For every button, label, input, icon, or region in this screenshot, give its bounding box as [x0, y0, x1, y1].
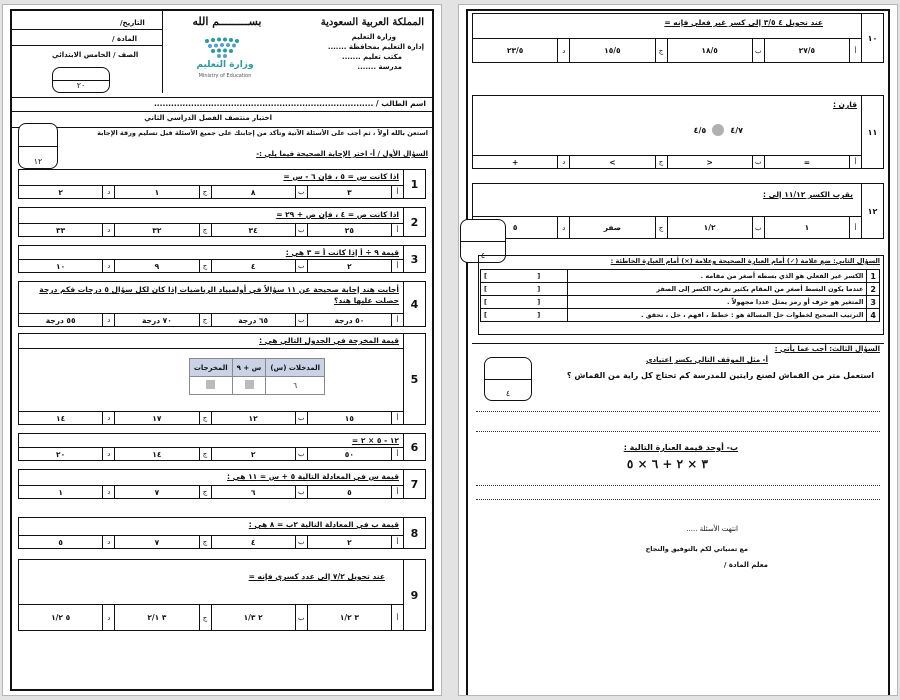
compare-left: ٤/٧	[730, 125, 743, 135]
subject-field: المادة /	[112, 35, 138, 43]
question-number: 2	[403, 208, 425, 236]
option-b[interactable]: ١٨/٥	[667, 39, 752, 62]
option-letter: ج	[199, 448, 211, 460]
page-frame	[10, 9, 434, 691]
option-letter: ج	[199, 186, 211, 198]
option-d[interactable]: ٢٠	[56, 449, 66, 459]
option-letter: ب	[295, 486, 307, 498]
option-letter: ب	[295, 536, 307, 548]
option-b[interactable]: ٢	[211, 448, 295, 460]
exam-page-1	[2, 4, 442, 696]
section3-title: السؤال الثالث: أجب عما يأتي :	[774, 345, 880, 353]
input-output-table	[189, 358, 325, 395]
tf-number: 3	[867, 296, 880, 309]
question-number: 5	[403, 334, 425, 424]
table-header: المدخلات (س)	[266, 359, 325, 377]
answer-line[interactable]	[476, 485, 880, 486]
answer-bracket[interactable]: [ ]	[481, 296, 568, 309]
option-letter: ج	[655, 217, 667, 238]
option-c[interactable]: ٧٠ درجة	[114, 314, 198, 326]
option-d[interactable]: ١	[58, 487, 63, 497]
compare-circle-icon[interactable]	[712, 124, 724, 136]
options-row	[19, 604, 403, 630]
kingdom-title: المملكة العربية السعودية	[320, 17, 424, 28]
option-a[interactable]: ٣	[307, 186, 391, 198]
option-c[interactable]: ٧	[114, 536, 198, 548]
grade-field: الصف / الخامس الابتدائي	[52, 51, 139, 59]
option-letter: د	[102, 605, 114, 630]
comparison	[694, 124, 743, 136]
answer-bracket[interactable]: [ ]	[481, 309, 568, 322]
option-b[interactable]: ٦٥ درجة	[211, 314, 295, 326]
table-header: س + ٩	[232, 359, 266, 377]
question-number: 9	[403, 560, 425, 630]
option-b[interactable]: ٤	[211, 536, 295, 548]
section3-b-title: ب- أوجد قيمة العبارة التالية :	[623, 443, 738, 452]
option-letter: ب	[295, 605, 307, 630]
option-letter: أ	[391, 486, 403, 498]
option-letter: أ	[849, 156, 861, 168]
option-letter: د	[102, 224, 114, 236]
office-line: مكتب تعليم .......	[342, 53, 402, 61]
basmala: بســـــــــم الله	[192, 15, 262, 28]
blank-square-icon	[206, 380, 215, 389]
option-d[interactable]: ٥	[512, 223, 518, 232]
option-letter: د	[102, 486, 114, 498]
options-row	[19, 223, 403, 236]
option-c[interactable]: ١٤	[114, 448, 198, 460]
option-c[interactable]: ٩	[114, 260, 198, 272]
option-c[interactable]: ٧	[114, 486, 198, 498]
option-letter: أ	[391, 536, 403, 548]
option-a[interactable]: ٢	[307, 536, 391, 548]
table-header: المخرجات	[189, 359, 232, 377]
option-d[interactable]: ١٤	[56, 413, 66, 423]
section2-title: السؤال الثاني: ضع علامة (✓) أمام العبارة الصحيحة وعلامة (×) أمام العبارة الخاطئة :	[610, 257, 880, 265]
option-b[interactable]: ٦	[211, 486, 295, 498]
option-letter: د	[102, 260, 114, 272]
option-letter: أ	[391, 314, 403, 326]
question-number: 3	[403, 246, 425, 272]
page-frame	[466, 9, 890, 695]
question-number: 8	[403, 518, 425, 548]
total-score: ٢٠	[76, 81, 86, 90]
option-letter: ج	[199, 314, 211, 326]
question-5	[18, 333, 426, 425]
option-c[interactable]: ٣٢	[114, 224, 198, 236]
tf-row	[481, 309, 880, 322]
header-divider	[12, 29, 162, 30]
section3-question: استعمل متر من القماش لصنع رايتين للمدرسة كم تحتاج كل راية من القماش ؟	[566, 371, 874, 380]
option-letter: أ	[849, 217, 861, 238]
question-1	[18, 169, 426, 199]
option-letter: ج	[199, 412, 211, 424]
question-7	[18, 469, 426, 499]
option-c[interactable]: ١٧	[114, 412, 198, 424]
option-letter: ج	[199, 536, 211, 548]
option-c[interactable]: صفر	[569, 217, 654, 238]
option-letter: ب	[752, 217, 764, 238]
option-a[interactable]: ١	[764, 217, 849, 238]
answer-line[interactable]	[476, 499, 880, 500]
option-letter: ج	[655, 39, 667, 62]
exam-title: اختبار منتصف الفصل الدراسي الثاني	[144, 114, 272, 122]
option-letter: ب	[295, 412, 307, 424]
school-line: مدرسة .......	[357, 63, 402, 71]
option-a[interactable]: =	[764, 156, 849, 168]
option-a[interactable]: ٥٠	[307, 448, 391, 460]
option-c[interactable]: ١٥/٥	[569, 39, 654, 62]
question-text: قيمة س في المعادلة التالية ٥ + س = ١١ هي :	[227, 472, 399, 481]
blank-square-icon	[245, 380, 254, 389]
compare-right: ٤/٥	[693, 125, 707, 135]
header-divider	[162, 11, 163, 93]
question-text: أجابت هند إجابة صحيحة عن ١١ سؤالاً في أولمبياد الرياضيات إذا كان لكل سؤال ٥ درجات فكم درجة حصلت عليها هند؟	[39, 285, 399, 306]
question-3	[18, 245, 426, 273]
table-cell	[189, 377, 232, 395]
option-b[interactable]: ٢ ١/٣	[211, 605, 295, 630]
question-6	[18, 433, 426, 461]
teacher-signature: معلم المادة /	[723, 561, 768, 569]
option-letter: ب	[295, 260, 307, 272]
logo-arabic: وزارة التعليم	[196, 60, 254, 70]
option-b[interactable]: ١٢	[211, 412, 295, 424]
options-row	[473, 155, 861, 168]
options-row	[19, 485, 403, 498]
option-letter: أ	[391, 224, 403, 236]
option-d[interactable]: ٢٣/٥	[506, 46, 524, 55]
option-a[interactable]: ٥٠ درجة	[307, 314, 391, 326]
option-letter: ب	[752, 156, 764, 168]
option-d[interactable]: ٥ ١/٢	[51, 613, 71, 622]
divider	[12, 127, 432, 128]
tf-statement: الكسر غير الفعلي هو الذي بسطه أصغر من مقامه .	[568, 270, 867, 283]
option-letter: ج	[199, 224, 211, 236]
options-row	[19, 313, 403, 326]
section3-subtitle: أ- مثل الموقف التالي بكسر اعتيادي	[646, 356, 768, 364]
question-text: عند تحويل ٤ ٣/٥ إلى كسر غير فعلي فإنه =	[664, 18, 823, 27]
option-letter: أ	[849, 39, 861, 62]
options-row	[19, 411, 403, 424]
question-text: ١٢ - ٥ × ٢ =	[351, 436, 399, 445]
option-letter: ب	[295, 186, 307, 198]
question-text: قيمة ب في المعادلة التالية ٢ب = ٨ هي :	[248, 520, 399, 529]
question-text: قارن :	[832, 100, 857, 109]
option-letter: ج	[199, 260, 211, 272]
question-text: قيمة المخرجة في الجدول التالي هي :	[259, 336, 399, 345]
admin-line: إدارة التعليم بمحافظة .......	[327, 43, 424, 51]
instructions: استعن بالله أولاً ، ثم أجب على الأسئلة الآتية وتأكد من إجابتك على جميع الأسئلة قبل تسليم ورقة الإجابة	[97, 129, 428, 137]
option-d[interactable]: ٢	[58, 187, 63, 197]
option-b[interactable]: ٤	[211, 260, 295, 272]
header-divider	[12, 45, 162, 46]
option-a[interactable]: ١٥	[307, 412, 391, 424]
options-row	[19, 259, 403, 272]
option-letter: ب	[295, 314, 307, 326]
question-4	[18, 281, 426, 327]
tf-number: 2	[867, 283, 880, 296]
option-letter: أ	[391, 412, 403, 424]
question-text: اذا كانت ص = ٤ ، فإن ص + ٢٩ =	[276, 210, 399, 219]
options-row	[473, 216, 861, 238]
question-number: 4	[403, 282, 425, 326]
answer-line[interactable]	[476, 431, 880, 432]
answer-line[interactable]	[476, 411, 880, 412]
option-c[interactable]: >	[569, 156, 654, 168]
options-row	[19, 447, 403, 460]
option-letter: ج	[199, 486, 211, 498]
question-text: قيمة ٩ ÷ أ إذا كانت أ = ٣ هي :	[285, 248, 399, 257]
tf-number: 4	[867, 309, 880, 322]
question-2	[18, 207, 426, 237]
tf-number: 1	[867, 270, 880, 283]
question-number: ١١	[861, 96, 883, 168]
option-a[interactable]: ٢	[307, 260, 391, 272]
ministry-logo-icon	[201, 35, 247, 59]
question-text: عند تحويل ٧/٢ إلى عدد كسري فإنه =	[248, 572, 385, 581]
tf-row	[481, 283, 880, 296]
question-9	[18, 559, 426, 631]
section1-score-box	[18, 123, 58, 169]
table-cell: ٦	[266, 377, 325, 395]
question-10	[472, 13, 884, 63]
option-letter: د	[557, 217, 569, 238]
question-11	[472, 95, 884, 169]
tf-row	[481, 296, 880, 309]
option-letter: د	[557, 156, 569, 168]
end-note: انتهت الأسئلة .....	[686, 525, 738, 533]
question-text: يقرب الكسر ١١/١٢ إلى :	[763, 190, 853, 199]
section3-score-box	[484, 357, 532, 401]
question-number: 1	[403, 170, 425, 198]
option-a[interactable]: ٢٥	[307, 224, 391, 236]
option-a[interactable]: ٢٧/٥	[764, 39, 849, 62]
divider	[12, 111, 432, 112]
option-letter: ج	[199, 605, 211, 630]
ministry-line: وزارة التعليم	[351, 33, 396, 41]
option-letter: ب	[295, 448, 307, 460]
section1-title: السؤال الأول / أ- اختر الإجابة الصحيحة فيما يلي :-	[256, 150, 428, 158]
option-letter: أ	[391, 448, 403, 460]
option-letter: ب	[752, 39, 764, 62]
question-text: اذا كانت س = ٥ ، فإن ٦ - س =	[283, 172, 399, 181]
question-number: ١٠	[861, 14, 883, 62]
option-b[interactable]: ٨	[211, 186, 295, 198]
divider	[472, 343, 884, 344]
question-number: ١٢	[861, 184, 883, 238]
date-field: التاريخ/	[120, 19, 145, 27]
section3-score: ٤	[505, 389, 511, 398]
question-8	[18, 517, 426, 549]
option-letter: د	[102, 536, 114, 548]
option-d[interactable]: ٥	[58, 537, 63, 547]
option-d[interactable]: ٥٥ درجة	[45, 315, 76, 325]
student-name-field: اسم الطالب / .............................................................................	[153, 99, 426, 108]
option-letter: ج	[655, 156, 667, 168]
tf-statement: المتغير هو حرف أو رمز يمثل عددا مجهولاً .	[568, 296, 867, 309]
option-d[interactable]: ٣٣	[56, 225, 66, 235]
option-a[interactable]: ٥	[307, 486, 391, 498]
option-letter: د	[102, 186, 114, 198]
option-letter: أ	[391, 186, 403, 198]
options-row	[19, 185, 403, 198]
total-score-box	[52, 67, 110, 93]
divider	[12, 97, 432, 98]
option-letter: أ	[391, 605, 403, 630]
option-d[interactable]: ١٠	[56, 261, 66, 271]
options-row	[19, 535, 403, 548]
question-12	[472, 183, 884, 239]
true-false-table	[480, 269, 880, 322]
option-b[interactable]: ١/٢	[667, 217, 752, 238]
table-cell	[232, 377, 266, 395]
option-letter: ب	[295, 224, 307, 236]
option-d[interactable]: +	[511, 157, 519, 167]
tf-statement: عندما يكون البسط أصغر من المقام بكثير تقرب الكسر إلى الصفر	[568, 283, 867, 296]
tf-row	[481, 270, 880, 283]
option-letter: د	[102, 448, 114, 460]
logo-english: Ministry of Education	[198, 73, 252, 79]
option-letter: د	[557, 39, 569, 62]
exam-page-2	[458, 4, 898, 696]
answer-bracket[interactable]: [ ]	[481, 270, 568, 283]
option-b[interactable]: ٣٤	[211, 224, 295, 236]
expression: ٣ × ٢ + ٦ × ٥	[626, 457, 708, 471]
option-b[interactable]: <	[667, 156, 752, 168]
option-c[interactable]: ٣ ٢/١	[114, 605, 198, 630]
good-luck-note: مع تمنياتي لكم بالتوفيق والنجاح	[645, 545, 748, 553]
option-a[interactable]: ٣ ١/٢	[307, 605, 391, 630]
answer-bracket[interactable]: [ ]	[481, 283, 568, 296]
option-letter: أ	[391, 260, 403, 272]
question-number: 7	[403, 470, 425, 498]
tf-statement: الترتيب الصحيح لخطوات حل المسالة هو : خطط ، افهم ، حل ، تحقق .	[568, 309, 867, 322]
option-letter: د	[102, 412, 114, 424]
option-letter: د	[102, 314, 114, 326]
option-c[interactable]: ١	[114, 186, 198, 198]
section2-score: ٤	[480, 251, 486, 260]
section1-score: ١٢	[33, 157, 43, 166]
options-row	[473, 38, 861, 62]
question-number: 6	[403, 434, 425, 460]
